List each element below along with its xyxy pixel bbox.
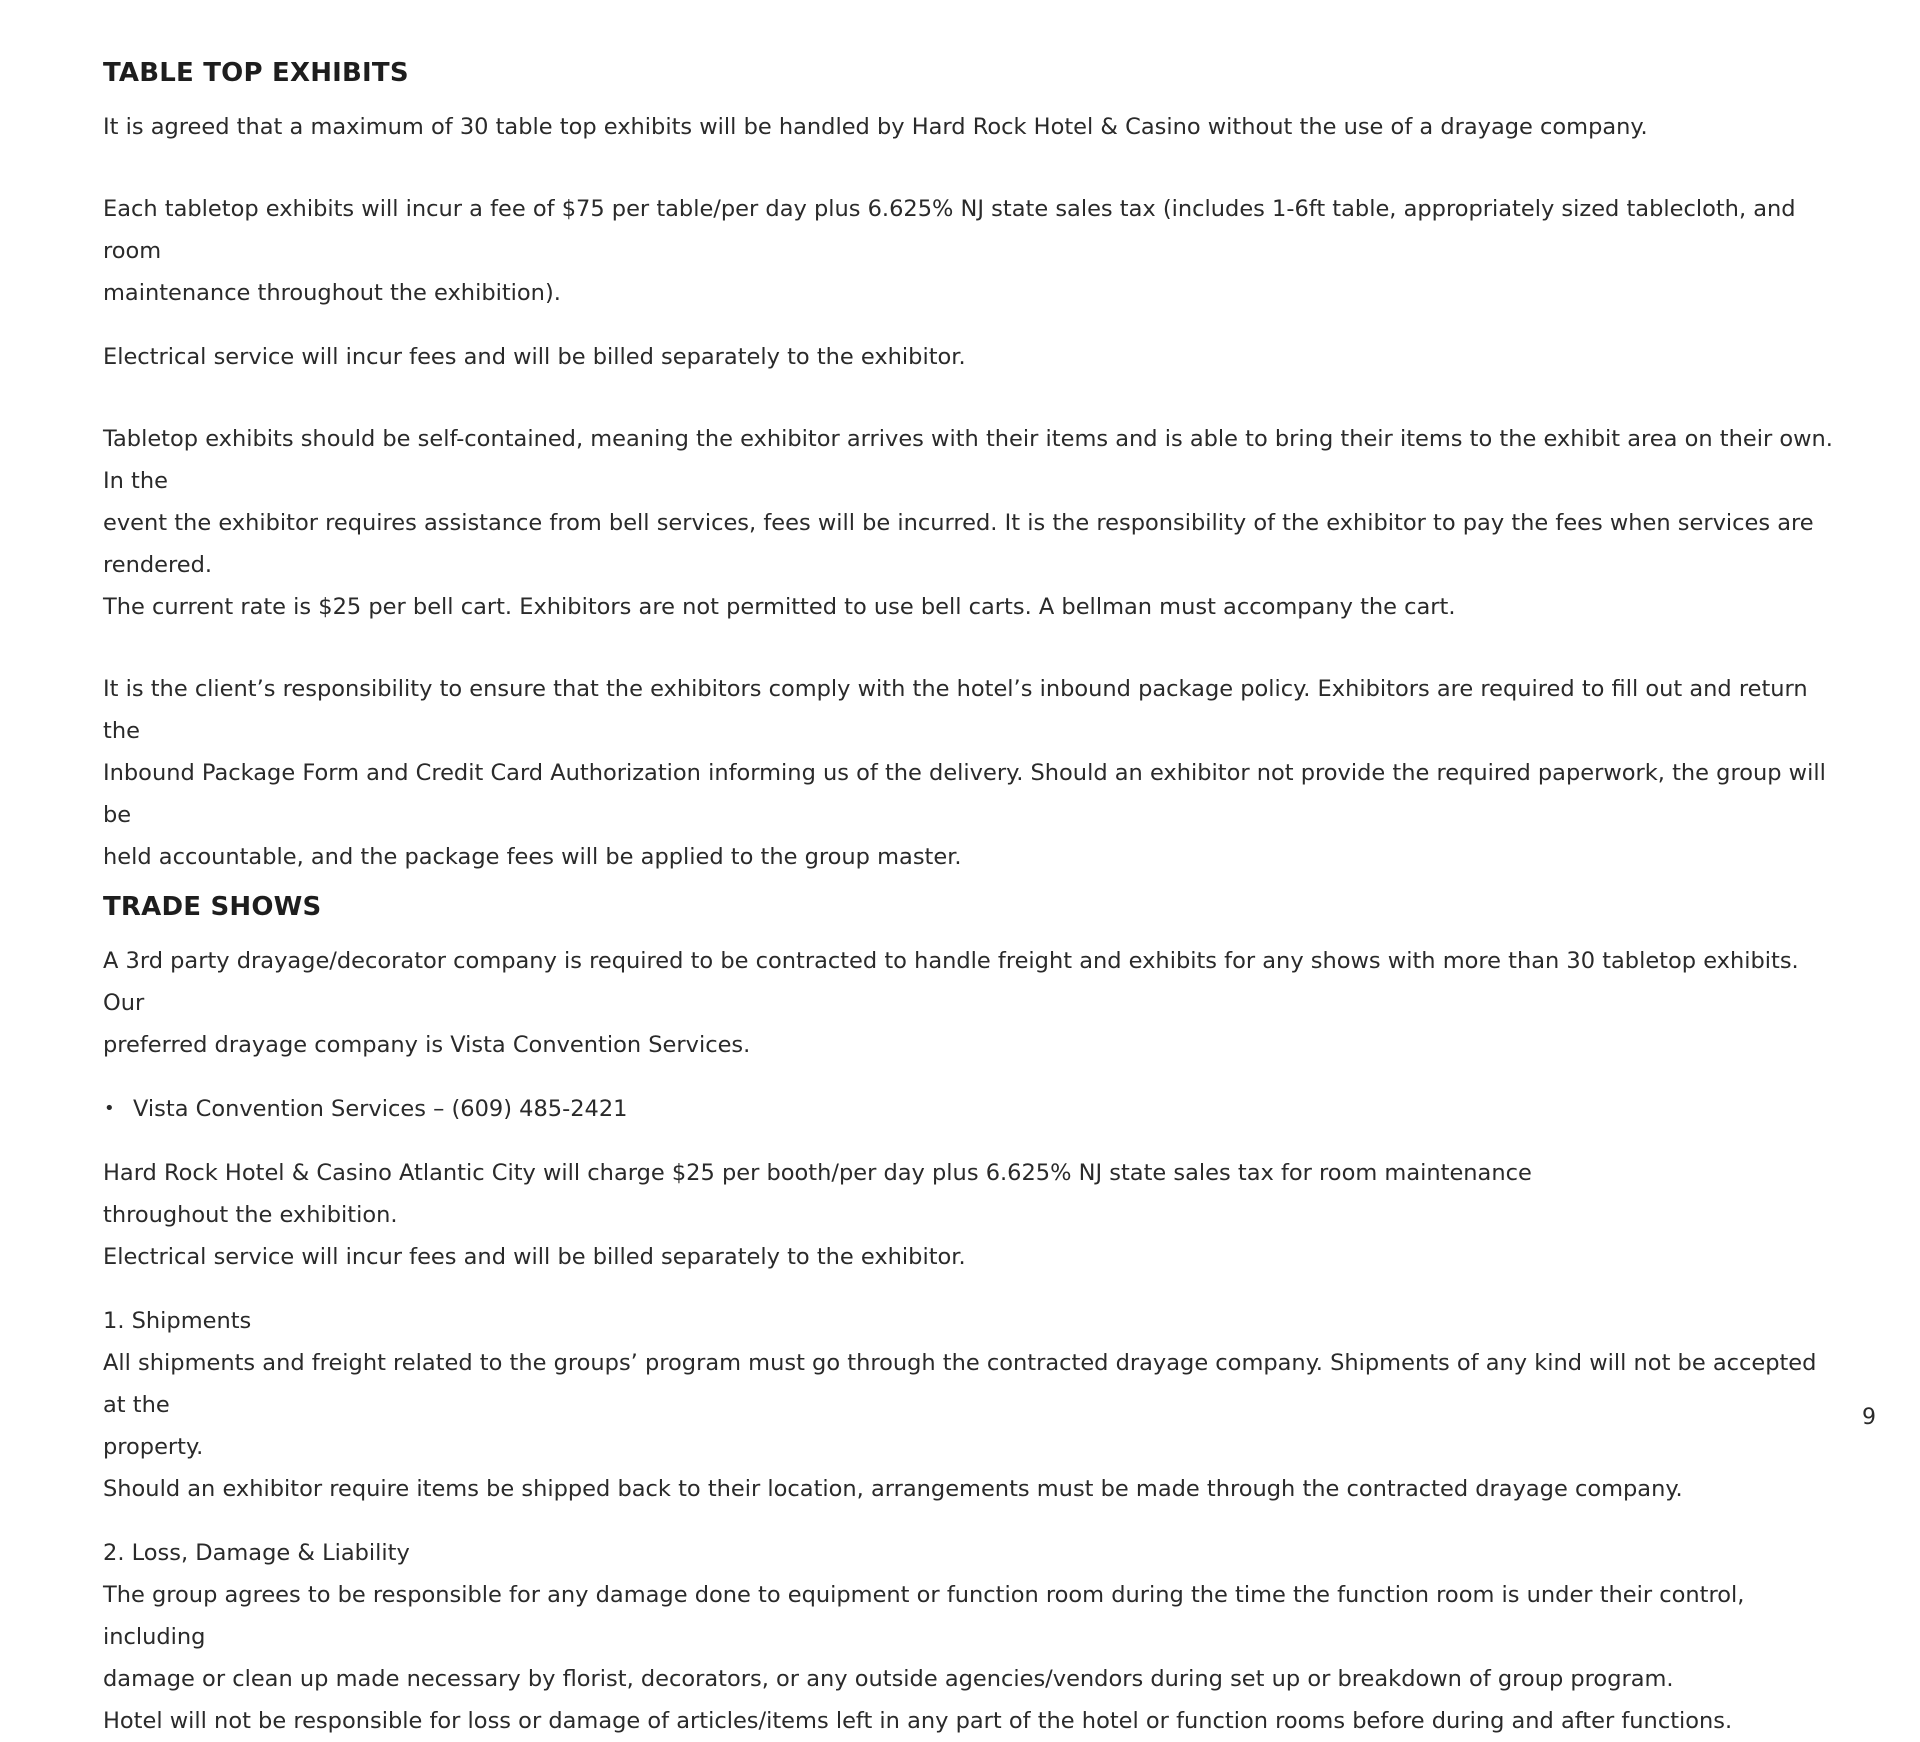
- text-line: Hotel will not be responsible for loss or damage of articles/items left in any part of the hotel or function rooms before during and after functions.: [103, 1708, 1733, 1734]
- text-line: preferred drayage company is Vista Convention Services.: [103, 1032, 751, 1058]
- table-top-paragraph-self-contained: [103, 418, 1843, 628]
- text-line: event the exhibitor requires assistance from bell services, fees will be incurred. It is the responsibility of the exhibitor to pay the fees when services are rendered.: [103, 510, 1814, 578]
- text-line: The current rate is $25 per bell cart. Exhibitors are not permitted to use bell carts. A bellman must accompany the cart.: [103, 594, 1456, 620]
- text-line: Tabletop exhibits should be self-contained, meaning the exhibitor arrives with their items and is able to bring their items to the exhibit area on their own. In the: [103, 426, 1833, 494]
- table-top-paragraph-fee: [103, 188, 1843, 314]
- list-item: [103, 1088, 1843, 1130]
- subsection-shipments: [103, 1300, 1843, 1510]
- document-page: [103, 58, 1843, 1742]
- section-title-table-top-exhibits: TABLE TOP EXHIBITS: [103, 58, 409, 88]
- text-line: Hard Rock Hotel & Casino Atlantic City will charge $25 per booth/per day plus 6.625% NJ state sales tax for room maintenance: [103, 1160, 1532, 1186]
- drayage-contact-text: Vista Convention Services – (609) 485-2421: [133, 1096, 628, 1122]
- subsection-title: 1. Shipments: [103, 1308, 252, 1334]
- text-line: Should an exhibitor require items be shipped back to their location, arrangements must be made through the contracted drayage company.: [103, 1476, 1683, 1502]
- text-line: damage or clean up made necessary by florist, decorators, or any outside agencies/vendors during set up or breakdown of group program.: [103, 1666, 1674, 1692]
- text-line: held accountable, and the package fees will be applied to the group master.: [103, 844, 962, 870]
- text-line: The group agrees to be responsible for any damage done to equipment or function room during the time the function room is under their control, including: [103, 1582, 1745, 1650]
- trade-shows-paragraph-booth-fee: [103, 1152, 1843, 1278]
- subsection-loss-damage-liability: [103, 1532, 1843, 1742]
- table-top-paragraph-electrical: Electrical service will incur fees and will be billed separately to the exhibitor.: [103, 344, 966, 370]
- table-top-paragraph-max-exhibits: It is agreed that a maximum of 30 table top exhibits will be handled by Hard Rock Hotel & Casino without the use of a drayage company.: [103, 114, 1648, 140]
- text-line: Each tabletop exhibits will incur a fee of $75 per table/per day plus 6.625% NJ state sales tax (includes 1-6ft table, appropriately sized tablecloth, and room: [103, 196, 1796, 264]
- trade-shows-paragraph-drayage: [103, 940, 1843, 1066]
- text-line: property.: [103, 1434, 204, 1460]
- drayage-contact-list: [103, 1088, 1843, 1130]
- subsection-title: 2. Loss, Damage & Liability: [103, 1540, 410, 1566]
- text-line: Electrical service will incur fees and will be billed separately to the exhibitor.: [103, 1244, 966, 1270]
- page-number: 9: [1862, 1405, 1876, 1430]
- text-line: throughout the exhibition.: [103, 1202, 398, 1228]
- table-top-paragraph-package-policy: [103, 668, 1843, 878]
- text-line: Inbound Package Form and Credit Card Authorization informing us of the delivery. Should an exhibitor not provide the required paperwork, the group will be: [103, 760, 1826, 828]
- section-title-trade-shows: TRADE SHOWS: [103, 892, 322, 922]
- text-line: All shipments and freight related to the groups’ program must go through the contracted drayage company. Shipments of any kind will not be accepted at the: [103, 1350, 1817, 1418]
- text-line: maintenance throughout the exhibition).: [103, 280, 561, 306]
- text-line: A 3rd party drayage/decorator company is required to be contracted to handle freight and exhibits for any shows with more than 30 tabletop exhibits. Our: [103, 948, 1799, 1016]
- bullet-icon: •: [104, 1098, 115, 1119]
- text-line: It is the client’s responsibility to ensure that the exhibitors comply with the hotel’s inbound package policy. Exhibitors are required to fill out and return the: [103, 676, 1808, 744]
